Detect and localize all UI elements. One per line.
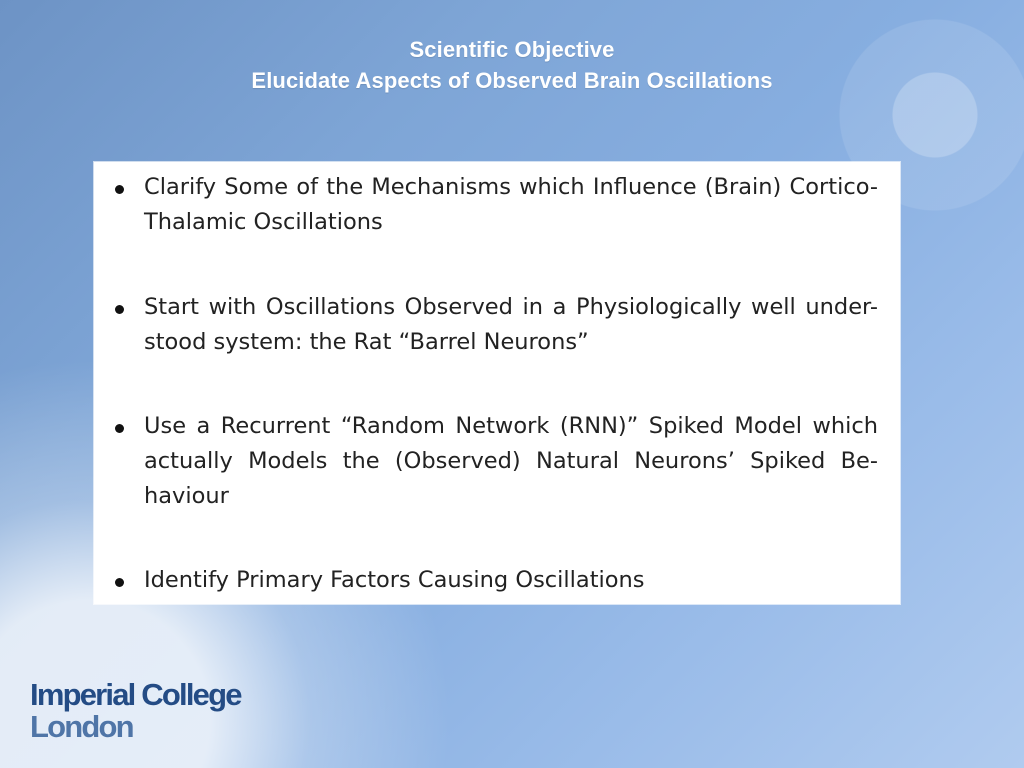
logo-line-2: London: [30, 709, 133, 744]
bullet-dot-icon: [115, 305, 124, 314]
content-panel: [94, 162, 900, 604]
bullet-text: Start with Oscillations Observed in a Physiologically well under-stood system: the Rat “Barrel Neurons”: [144, 294, 878, 355]
slide-title-line-1: Scientific Objective: [409, 37, 615, 62]
bullet-text: Identify Primary Factors Causing Oscillations: [144, 567, 645, 593]
bullet-dot-icon: [115, 424, 124, 433]
logo-line-1: Imperial College: [30, 677, 241, 712]
slide-title-line-2: Elucidate Aspects of Observed Brain Oscillations: [251, 68, 773, 93]
bullet-dot-icon: [115, 185, 124, 194]
imperial-college-logo: [30, 679, 330, 749]
bullet-dot-icon: [115, 578, 124, 587]
bullet-text: Use a Recurrent “Random Network (RNN)” Spiked Model which actually Models the (Observed) Natural Neurons’ Spiked Be-haviour: [144, 413, 878, 509]
bullet-text: Clarify Some of the Mechanisms which Influence (Brain) Cortico-Thalamic Oscillations: [144, 174, 878, 235]
slide-title-block: [0, 34, 1024, 96]
